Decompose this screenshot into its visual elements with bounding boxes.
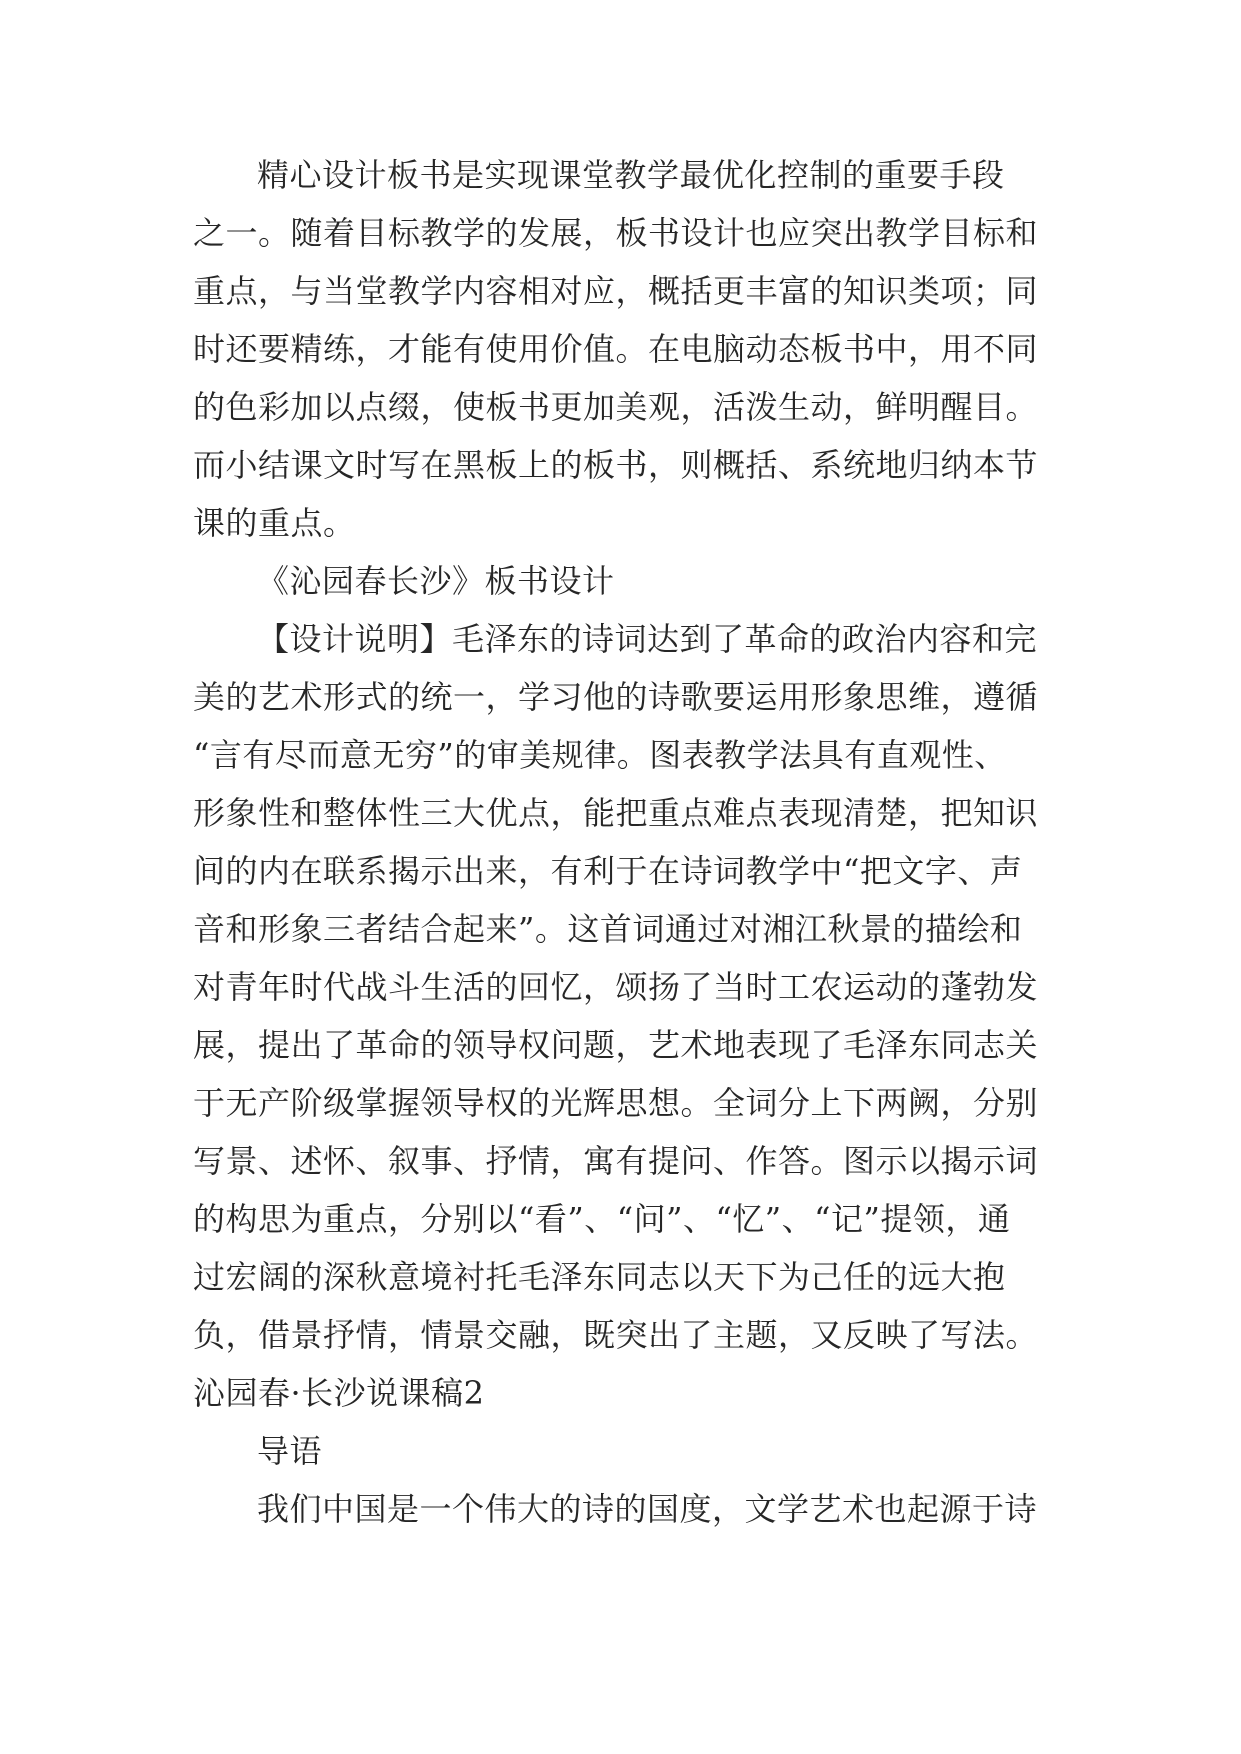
body-line: 于无产阶级掌握领导权的光辉思想。全词分上下两阙，分别 <box>193 1084 1039 1122</box>
body-line: 的色彩加以点缀，使板书更加美观，活泼生动，鲜明醒目。 <box>193 388 1039 426</box>
body-line: 之一。随着目标教学的发展，板书设计也应突出教学目标和 <box>193 214 1039 252</box>
body-line: 课的重点。 <box>193 504 356 542</box>
section-title: 沁园春·长沙说课稿2 <box>193 1374 485 1412</box>
body-line: 对青年时代战斗生活的回忆，颂扬了当时工农运动的蓬勃发 <box>193 968 1039 1006</box>
body-line: 过宏阔的深秋意境衬托毛泽东同志以天下为己任的远大抱 <box>193 1258 1006 1296</box>
body-line: 【设计说明】毛泽东的诗词达到了革命的政治内容和完 <box>257 620 1038 658</box>
body-line: 写景、述怀、叙事、抒情，寓有提问、作答。图示以揭示词 <box>193 1142 1039 1180</box>
body-line: 展，提出了革命的领导权问题，艺术地表现了毛泽东同志关 <box>193 1026 1039 1064</box>
body-line: 我们中国是一个伟大的诗的国度，文学艺术也起源于诗 <box>257 1490 1038 1528</box>
body-line: 形象性和整体性三大优点，能把重点难点表现清楚，把知识 <box>193 794 1039 832</box>
body-line: 美的艺术形式的统一，学习他的诗歌要运用形象思维，遵循 <box>193 678 1039 716</box>
body-line: “言有尽而意无穷”的审美规律。图表教学法具有直观性、 <box>193 736 1007 774</box>
body-line: 而小结课文时写在黑板上的板书，则概括、系统地归纳本节 <box>193 446 1039 484</box>
body-line: 负，借景抒情，情景交融，既突出了主题，又反映了写法。 <box>193 1316 1039 1354</box>
body-line: 重点，与当堂教学内容相对应，概括更丰富的知识类项；同 <box>193 272 1039 310</box>
body-line: 间的内在联系揭示出来，有利于在诗词教学中“把文字、声 <box>193 852 1023 890</box>
body-line: 音和形象三者结合起来”。这首词通过对湘江秋景的描绘和 <box>193 910 1023 948</box>
section-subtitle: 《沁园春长沙》板书设计 <box>257 562 615 600</box>
body-line: 精心设计板书是实现课堂教学最优化控制的重要手段 <box>257 156 1005 194</box>
body-line: 时还要精练，才能有使用价值。在电脑动态板书中，用不同 <box>193 330 1039 368</box>
body-line: 的构思为重点，分别以“看”、“问”、“忆”、“记”提领，通 <box>193 1200 1011 1238</box>
section-heading: 导语 <box>257 1432 323 1470</box>
